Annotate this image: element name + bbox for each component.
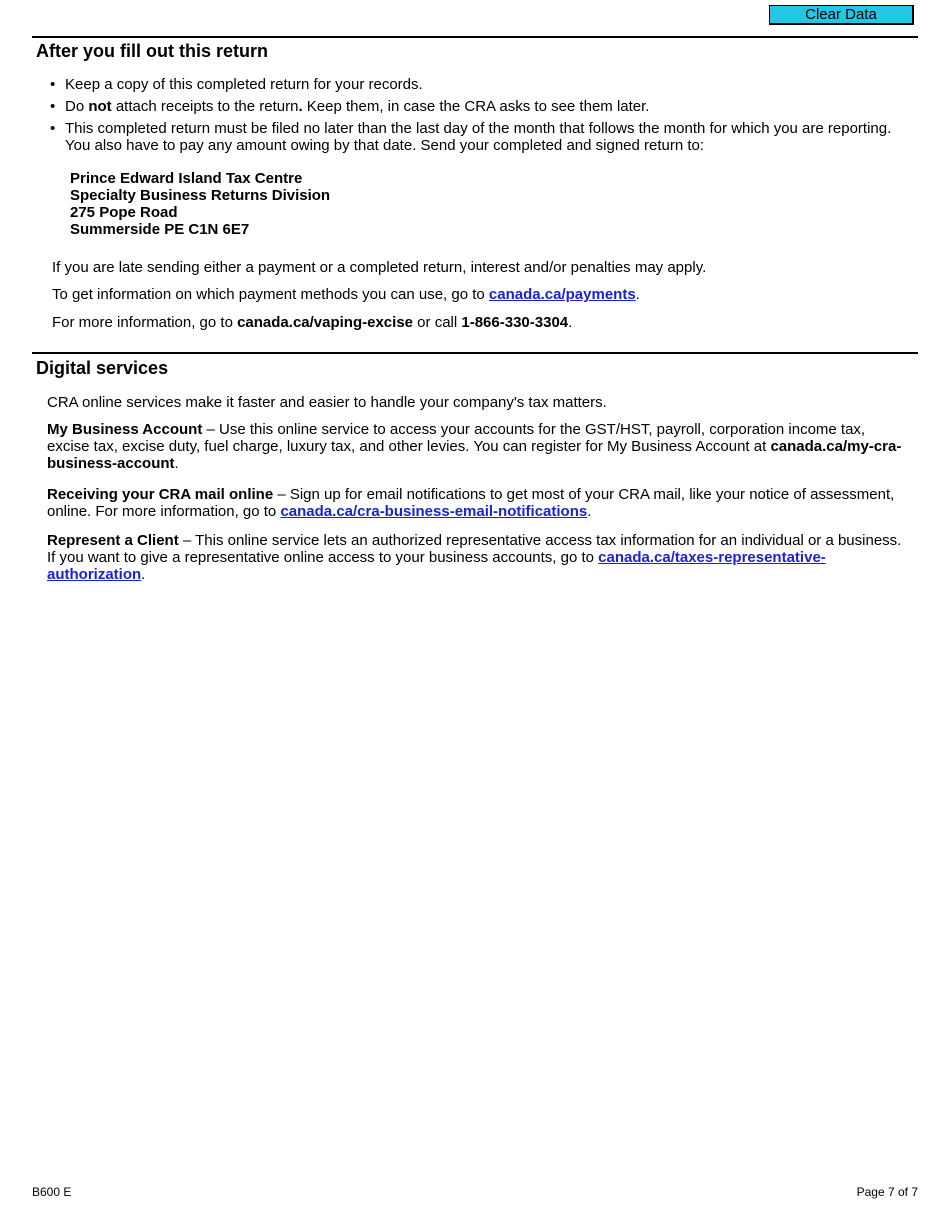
bullet-emphasis: not — [88, 98, 112, 115]
bullet-text: Do — [65, 98, 89, 115]
mba-title: My Business Account — [47, 421, 203, 438]
mba-url: canada.ca/my-cra-business-account — [47, 438, 902, 472]
more-info-text — [52, 314, 572, 331]
mail-online-text — [47, 486, 907, 520]
period: . — [141, 566, 146, 583]
info-url: canada.ca/vaping-excise — [237, 314, 414, 331]
bullet-text: attach receipts to the return — [111, 98, 299, 115]
bullet-text: This completed return must be filed no later than the last day of the month that follows the month for which you are reporting. You also have to pay any amount owing by that date. Send your completed and signed return to: — [65, 120, 892, 154]
email-notifications-link[interactable]: canada.ca/cra-business-email-notifications — [280, 503, 588, 520]
clear-data-button[interactable]: Clear Data — [769, 5, 914, 25]
period: . — [635, 286, 640, 303]
period: . — [568, 314, 573, 331]
section-divider — [32, 352, 918, 354]
my-business-account-text — [47, 421, 907, 472]
list-item — [46, 120, 906, 154]
address-line: Prince Edward Island Tax Centre — [70, 170, 303, 187]
bullet-icon: • — [50, 120, 56, 137]
digital-intro: CRA online services make it faster and easier to handle your company's tax matters. — [47, 394, 607, 411]
info-text: For more information, go to — [52, 314, 238, 331]
section-heading-after-fill: After you fill out this return — [36, 41, 268, 61]
bullet-text: Keep a copy of this completed return for your records. — [65, 76, 423, 93]
period: . — [587, 503, 592, 520]
payments-text: To get information on which payment methods you can use, go to — [52, 286, 489, 303]
payments-link[interactable]: canada.ca/payments — [488, 286, 636, 303]
address-line: Summerside PE C1N 6E7 — [70, 221, 250, 238]
list-item — [46, 76, 906, 93]
mail-title: Receiving your CRA mail online — [47, 486, 274, 503]
info-text: or call — [413, 314, 462, 331]
list-item — [46, 98, 906, 115]
mba-text: – Use this online service to access your accounts for the GST/HST, payroll, corporation income tax, excise tax, excise duty, fuel charge, luxury tax, and other levies. You can register for My Business Account at — [47, 421, 866, 455]
mail-text: – Sign up for email notifications to get most of your CRA mail, like your notice of assessment, online. For more information, go to — [47, 486, 895, 520]
rep-text: – This online service lets an authorized representative access tax information for an individual or a business. If you want to give a representative online access to your business accounts, go to — [47, 532, 902, 566]
payment-methods-text — [52, 286, 640, 303]
section-divider — [32, 36, 918, 38]
address-line: Specialty Business Returns Division — [70, 187, 331, 204]
represent-client-text — [47, 532, 907, 583]
address-line: 275 Pope Road — [70, 204, 178, 221]
page-number: Page 7 of 7 — [856, 1185, 918, 1199]
section-heading-digital-services: Digital services — [36, 358, 169, 378]
instructions-list — [46, 76, 906, 159]
info-phone: 1-866-330-3304 — [461, 314, 569, 331]
bullet-icon: • — [50, 98, 56, 115]
mailing-address — [70, 170, 330, 238]
bullet-text: Keep them, in case the CRA asks to see them later. — [302, 98, 650, 115]
late-notice: If you are late sending either a payment or a completed return, interest and/or penalties may apply. — [52, 259, 707, 276]
rep-title: Represent a Client — [47, 532, 179, 549]
bullet-icon: • — [50, 76, 56, 93]
representative-authorization-link[interactable]: canada.ca/taxes-representative-authorization — [47, 549, 826, 583]
period: . — [174, 455, 179, 472]
bullet-emphasis: . — [298, 98, 303, 115]
form-id: B600 E — [32, 1185, 72, 1199]
